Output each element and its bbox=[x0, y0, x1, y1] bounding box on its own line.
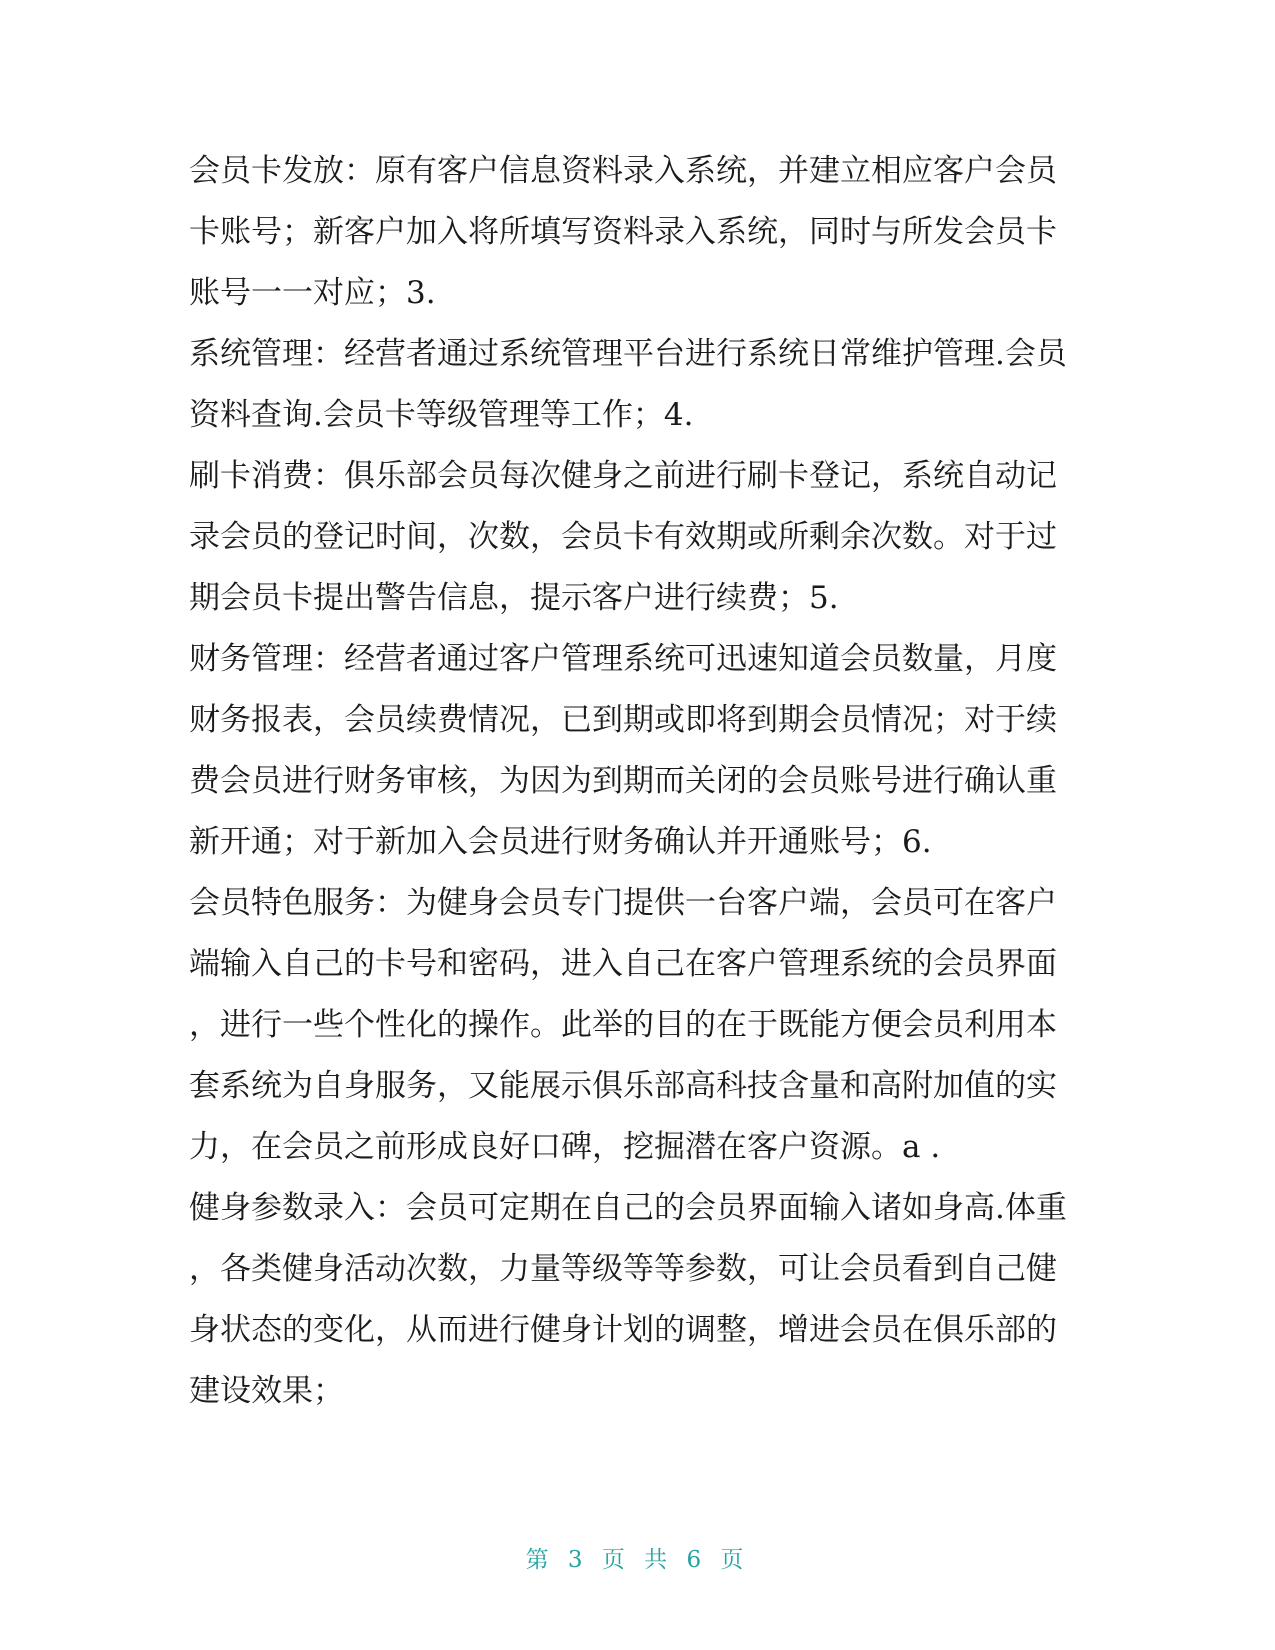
text-line: 会员特色服务：为健身会员专门提供一台客户端，会员可在客户 bbox=[189, 885, 1057, 921]
text-line: 端输入自己的卡号和密码，进入自己在客户管理系统的会员界面 bbox=[189, 946, 1057, 982]
text-line: 刷卡消费：俱乐部会员每次健身之前进行刷卡登记，系统自动记 bbox=[189, 458, 1057, 494]
text-line: 新开通；对于新加入会员进行财务确认并开通账号；6. bbox=[189, 824, 932, 860]
text-line: 期会员卡提出警告信息，提示客户进行续费；5. bbox=[189, 580, 839, 616]
text-line: 健身参数录入：会员可定期在自己的会员界面输入诸如身高.体重 bbox=[189, 1190, 1067, 1226]
body-text bbox=[189, 141, 1089, 1422]
text-line: 力，在会员之前形成良好口碑，挖掘潜在客户资源。a . bbox=[189, 1129, 941, 1165]
text-line: 身状态的变化，从而进行健身计划的调整，增进会员在俱乐部的 bbox=[189, 1312, 1057, 1348]
text-line: 财务管理：经营者通过客户管理系统可迅速知道会员数量，月度 bbox=[189, 641, 1057, 677]
text-line: 建设效果； bbox=[189, 1373, 344, 1409]
text-line: 资料查询.会员卡等级管理等工作；4. bbox=[189, 397, 694, 433]
text-line: 系统管理：经营者通过系统管理平台进行系统日常维护管理.会员 bbox=[189, 336, 1067, 372]
text-line: 录会员的登记时间，次数，会员卡有效期或所剩余次数。对于过 bbox=[189, 519, 1057, 555]
text-line: 财务报表，会员续费情况，已到期或即将到期会员情况；对于续 bbox=[189, 702, 1057, 738]
text-line: 套系统为自身服务，又能展示俱乐部高科技含量和高附加值的实 bbox=[189, 1068, 1057, 1104]
text-line: 会员卡发放：原有客户信息资料录入系统，并建立相应客户会员 bbox=[189, 153, 1057, 189]
text-line: 卡账号；新客户加入将所填写资料录入系统，同时与所发会员卡 bbox=[189, 214, 1057, 250]
text-line: 费会员进行财务审核，为因为到期而关闭的会员账号进行确认重 bbox=[189, 763, 1057, 799]
text-line: ，各类健身活动次数，力量等级等等参数，可让会员看到自己健 bbox=[189, 1251, 1057, 1287]
page-number-footer: 第 3 页 共 6 页 bbox=[525, 1547, 750, 1573]
text-line: 账号一一对应；3. bbox=[189, 275, 436, 311]
text-line: ，进行一些个性化的操作。此举的目的在于既能方便会员利用本 bbox=[189, 1007, 1057, 1043]
